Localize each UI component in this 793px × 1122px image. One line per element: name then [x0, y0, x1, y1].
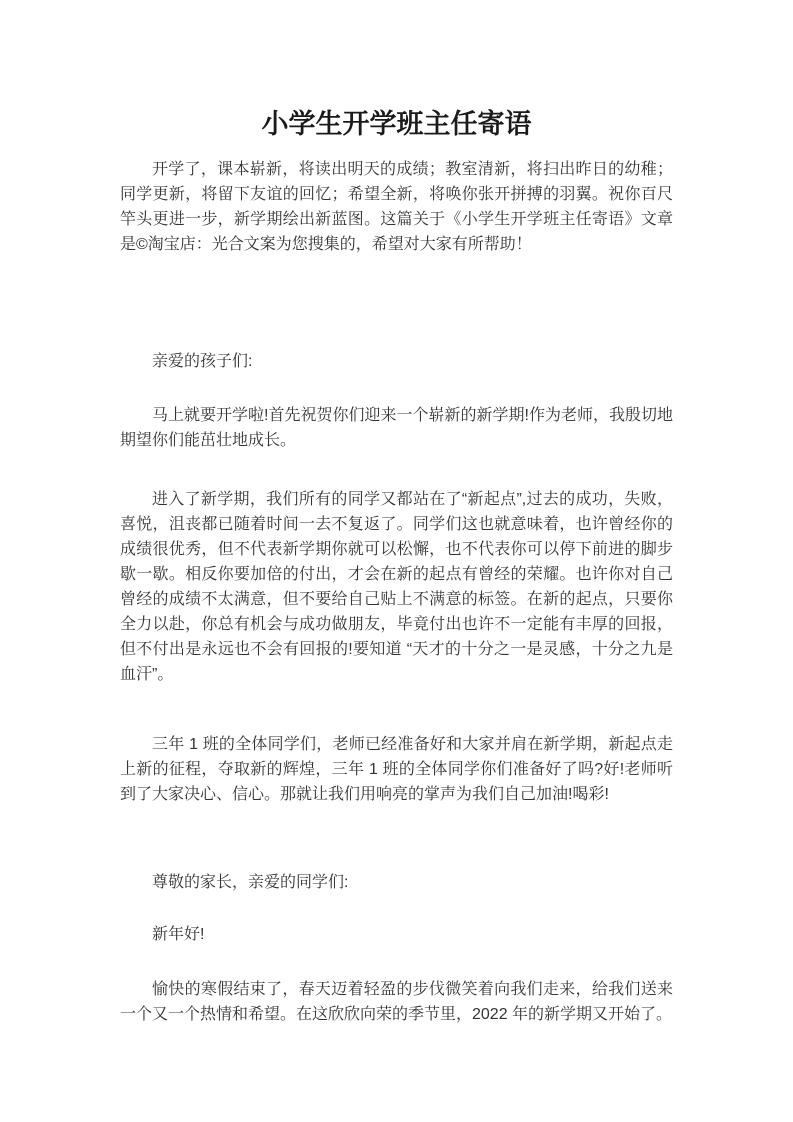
- document-title: 小学生开学班主任寄语: [261, 109, 532, 139]
- paragraph-salutation-children: 亲爱的孩子们:: [152, 353, 253, 370]
- paragraph-new-year-greeting: 新年好!: [152, 926, 205, 943]
- paragraph-salutation-parents: 尊敬的家长，亲爱的同学们:: [152, 874, 349, 891]
- paragraph-school-opening-greeting: 马上就要开学啦!首先祝贺你们迎来一个崭新的新学期!作为老师，我殷切地期望你们能茁壮地成长。: [120, 407, 673, 449]
- paragraph-class-three-one: 三年 1 班的全体同学们，老师已经准备好和大家并肩在新学期，新起点走上新的征程，夺取新的辉煌，三年 1 班的全体同学你们准备好了吗?好!老师听到了大家决心、信心。那就让我们用响亮的掌声为我们自己加油!喝彩!: [120, 736, 673, 803]
- document-content: [120, 106, 673, 1027]
- paragraph-intro: 开学了，课本崭新，将读出明天的成绩；教室清新，将扫出昨日的幼稚；同学更新，将留下友谊的回忆；希望全新，将唤你张开拼搏的羽翼。祝你百尺竿头更进一步，新学期绘出新蓝图。这篇关于《小学生开学班主任寄语》文章是©淘宝店：光合文案为您搜集的，希望对大家有所帮助！: [120, 161, 673, 253]
- paragraph-new-starting-point: 进入了新学期，我们所有的同学又都站在了“新起点”,过去的成功，失败，喜悦，沮丧都已随着时间一去不复返了。同学们这也就意味着，也许曾经你的成绩很优秀，但不代表新学期你就可以松懈，也不代表你可以停下前进的脚步歇一歇。相反你要加倍的付出，才会在新的起点有曾经的荣耀。也许你对自己曾经的成绩不太满意，但不要给自己贴上不满意的标签。在新的起点，只要你全力以赴，你总有机会与成功做朋友，毕竟付出也许不一定能有丰厚的回报，但不付出是永远也不会有回报的!要知道 “天才的十分之一是灵感，十分之九是血汗”。: [120, 491, 673, 683]
- paragraph-winter-vacation-end: 愉快的寒假结束了，春天迈着轻盈的步伐微笑着向我们走来，给我们送来一个又一个热情和希望。在这欣欣向荣的季节里，2022 年的新学期又开始了。: [120, 981, 673, 1023]
